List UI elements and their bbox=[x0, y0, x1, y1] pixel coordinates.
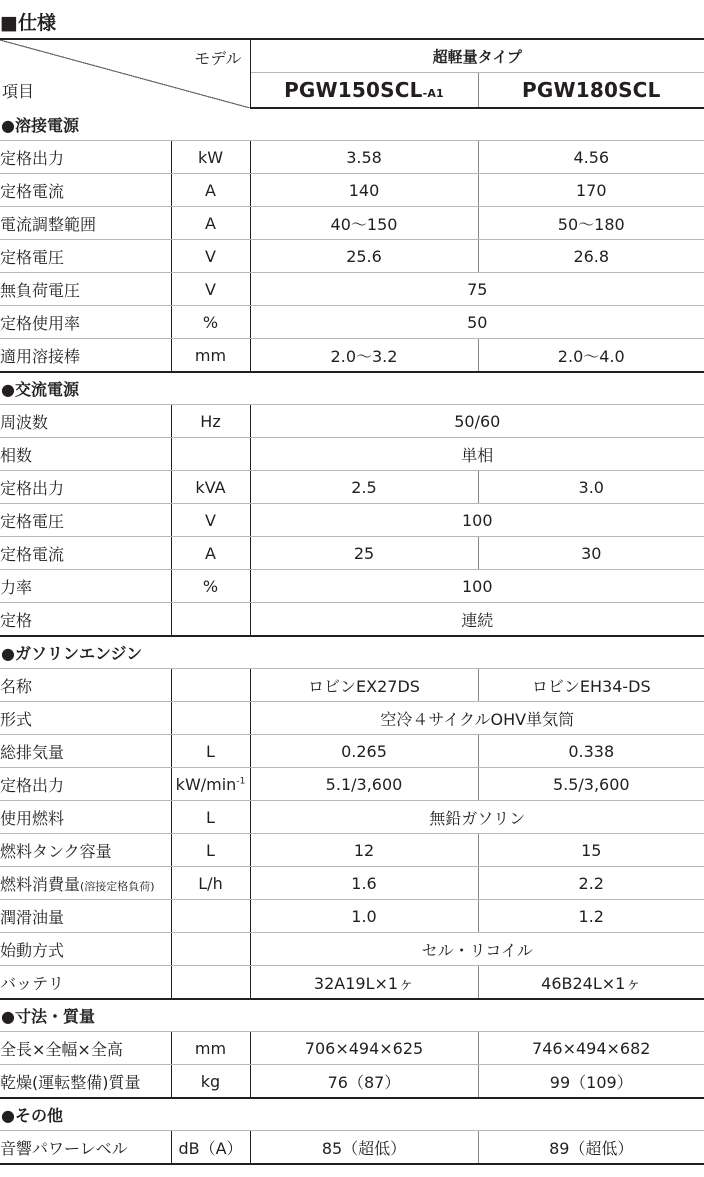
spec-label-cell bbox=[0, 966, 171, 1000]
section-heading-row bbox=[0, 372, 704, 405]
spec-row bbox=[0, 570, 704, 603]
section-title: ●交流電源 bbox=[0, 372, 704, 405]
spec-unit-cell bbox=[171, 966, 250, 1000]
spec-unit: kW bbox=[197, 147, 224, 167]
spec-value-model-1: 85（超低） bbox=[250, 1131, 478, 1165]
spec-value-model-2: 746×494×682 bbox=[478, 1032, 704, 1065]
section-title: ●溶接電源 bbox=[0, 108, 704, 141]
spec-unit: Hz bbox=[200, 411, 221, 431]
spec-label-cell bbox=[0, 570, 171, 603]
spec-label-cell bbox=[0, 669, 171, 702]
spec-label-cell bbox=[0, 735, 171, 768]
spec-value-model-2: 2.2 bbox=[478, 867, 704, 900]
spec-unit-cell bbox=[171, 570, 250, 603]
spec-unit-cell bbox=[171, 801, 250, 834]
spec-label: バッテリ bbox=[0, 973, 65, 993]
spec-value-shared: 50 bbox=[250, 306, 704, 339]
spec-value-model-2: 99（109） bbox=[478, 1065, 704, 1099]
spec-row bbox=[0, 141, 704, 174]
spec-row bbox=[0, 240, 704, 273]
model-1-suffix: -A1 bbox=[422, 87, 444, 100]
spec-unit-cell bbox=[171, 504, 250, 537]
spec-value-model-2: 3.0 bbox=[478, 471, 704, 504]
spec-label-cell bbox=[0, 900, 171, 933]
spec-label-cell bbox=[0, 471, 171, 504]
spec-value-model-2: 0.338 bbox=[478, 735, 704, 768]
spec-table bbox=[0, 38, 704, 1165]
spec-label: 定格電圧 bbox=[0, 511, 65, 531]
spec-unit: V bbox=[205, 510, 216, 530]
spec-unit-cell bbox=[171, 834, 250, 867]
spec-label: 全長×全幅×全高 bbox=[0, 1039, 123, 1059]
spec-value-shared: 空冷４サイクルOHV単気筒 bbox=[250, 702, 704, 735]
spec-label-cell bbox=[0, 801, 171, 834]
spec-label: 適用溶接棒 bbox=[0, 346, 81, 366]
spec-label: 定格電圧 bbox=[0, 247, 65, 267]
spec-row bbox=[0, 966, 704, 1000]
spec-label-cell bbox=[0, 603, 171, 637]
spec-unit-cell bbox=[171, 339, 250, 373]
spec-value-model-2: 5.5/3,600 bbox=[478, 768, 704, 801]
spec-unit: kW/min bbox=[175, 774, 237, 794]
spec-unit: L/h bbox=[198, 873, 223, 893]
spec-unit: A bbox=[205, 180, 216, 200]
spec-label: 音響パワーレベル bbox=[0, 1138, 128, 1158]
spec-label-cell bbox=[0, 306, 171, 339]
spec-value-model-2: 46B24L×1ヶ bbox=[478, 966, 704, 1000]
section-title: ●その他 bbox=[0, 1098, 704, 1131]
spec-row bbox=[0, 1065, 704, 1099]
spec-label-cell bbox=[0, 438, 171, 471]
spec-value-model-1: 5.1/3,600 bbox=[250, 768, 478, 801]
spec-unit-cell bbox=[171, 1032, 250, 1065]
spec-value-model-1: 140 bbox=[250, 174, 478, 207]
spec-label-cell bbox=[0, 834, 171, 867]
spec-row bbox=[0, 834, 704, 867]
spec-label-cell bbox=[0, 405, 171, 438]
spec-label-cell bbox=[0, 537, 171, 570]
spec-row bbox=[0, 735, 704, 768]
spec-value-model-1: 40〜150 bbox=[250, 207, 478, 240]
spec-unit-cell bbox=[171, 768, 250, 801]
spec-row bbox=[0, 504, 704, 537]
section-title: ●寸法・質量 bbox=[0, 999, 704, 1032]
spec-unit-cell bbox=[171, 405, 250, 438]
section-heading-row bbox=[0, 999, 704, 1032]
spec-unit-cell bbox=[171, 603, 250, 637]
spec-value-model-1: 76（87） bbox=[250, 1065, 478, 1099]
spec-unit-cell bbox=[171, 471, 250, 504]
spec-unit-cell bbox=[171, 1065, 250, 1099]
spec-label: 定格出力 bbox=[0, 478, 65, 498]
spec-row bbox=[0, 900, 704, 933]
spec-value-model-2: 15 bbox=[478, 834, 704, 867]
item-axis-label: 項目 bbox=[2, 82, 35, 101]
spec-value-model-1: 2.5 bbox=[250, 471, 478, 504]
spec-label: 定格出力 bbox=[0, 148, 65, 168]
spec-value-model-2: 4.56 bbox=[478, 141, 704, 174]
spec-value-model-1: 1.6 bbox=[250, 867, 478, 900]
spec-value-shared: 50/60 bbox=[250, 405, 704, 438]
spec-row bbox=[0, 669, 704, 702]
spec-row bbox=[0, 306, 704, 339]
spec-value-shared: 75 bbox=[250, 273, 704, 306]
model-heading-2: PGW180SCL bbox=[478, 73, 704, 109]
spec-row bbox=[0, 603, 704, 637]
type-heading: 超軽量タイプ bbox=[250, 39, 704, 73]
spec-value-shared: セル・リコイル bbox=[250, 933, 704, 966]
spec-row bbox=[0, 702, 704, 735]
spec-value-model-1: 2.0〜3.2 bbox=[250, 339, 478, 373]
spec-label-cell bbox=[0, 1032, 171, 1065]
spec-value-model-2: 26.8 bbox=[478, 240, 704, 273]
model-1-name: PGW150SCL bbox=[284, 78, 423, 102]
spec-value-model-1: 12 bbox=[250, 834, 478, 867]
spec-label: 定格使用率 bbox=[0, 313, 81, 333]
spec-unit-cell bbox=[171, 240, 250, 273]
spec-row bbox=[0, 1032, 704, 1065]
spec-row bbox=[0, 1131, 704, 1165]
spec-unit: A bbox=[205, 543, 216, 563]
spec-value-model-2: 89（超低） bbox=[478, 1131, 704, 1165]
spec-label-note: (溶接定格負荷) bbox=[80, 879, 155, 893]
spec-label: 定格電流 bbox=[0, 181, 65, 201]
spec-unit-cell bbox=[171, 1131, 250, 1165]
spec-row bbox=[0, 273, 704, 306]
spec-label-cell bbox=[0, 867, 171, 900]
spec-unit: L bbox=[206, 741, 215, 761]
spec-value-model-1: 3.58 bbox=[250, 141, 478, 174]
spec-value-shared: 無鉛ガソリン bbox=[250, 801, 704, 834]
spec-label: 燃料タンク容量 bbox=[0, 841, 112, 861]
spec-unit: A bbox=[205, 213, 216, 233]
spec-label: 始動方式 bbox=[0, 940, 65, 960]
spec-label-cell bbox=[0, 1131, 171, 1165]
spec-value-model-1: 25.6 bbox=[250, 240, 478, 273]
spec-value-shared: 100 bbox=[250, 504, 704, 537]
spec-value-model-1: 32A19L×1ヶ bbox=[250, 966, 478, 1000]
section-heading-row bbox=[0, 108, 704, 141]
spec-value-shared: 連続 bbox=[250, 603, 704, 637]
spec-unit: kVA bbox=[195, 477, 226, 497]
spec-unit: mm bbox=[194, 1038, 227, 1058]
spec-label: 燃料消費量 bbox=[0, 874, 81, 894]
spec-label-cell bbox=[0, 1065, 171, 1099]
spec-unit-cell bbox=[171, 273, 250, 306]
spec-row bbox=[0, 768, 704, 801]
spec-label-cell bbox=[0, 207, 171, 240]
spec-label-cell bbox=[0, 174, 171, 207]
spec-unit-cell bbox=[171, 933, 250, 966]
spec-value-model-1: 1.0 bbox=[250, 900, 478, 933]
spec-row bbox=[0, 537, 704, 570]
spec-unit: dB（A） bbox=[178, 1138, 243, 1158]
section-title: ●ガソリンエンジン bbox=[0, 636, 704, 669]
spec-value-model-1: 25 bbox=[250, 537, 478, 570]
spec-unit: L bbox=[206, 807, 215, 827]
spec-label: 力率 bbox=[0, 577, 33, 597]
page-title: ■仕様 bbox=[0, 12, 56, 34]
spec-row bbox=[0, 174, 704, 207]
spec-unit: V bbox=[205, 279, 216, 299]
spec-unit: kg bbox=[200, 1071, 221, 1091]
spec-label-cell bbox=[0, 240, 171, 273]
spec-label-cell bbox=[0, 141, 171, 174]
spec-unit-cell bbox=[171, 174, 250, 207]
spec-value-model-1: 706×494×625 bbox=[250, 1032, 478, 1065]
spec-value-shared: 単相 bbox=[250, 438, 704, 471]
spec-value-model-2: 50〜180 bbox=[478, 207, 704, 240]
spec-value-model-1: ロビンEX27DS bbox=[250, 669, 478, 702]
spec-label: 総排気量 bbox=[0, 742, 65, 762]
spec-label-cell bbox=[0, 273, 171, 306]
spec-label: 定格電流 bbox=[0, 544, 65, 564]
section-heading-row bbox=[0, 1098, 704, 1131]
spec-value-shared: 100 bbox=[250, 570, 704, 603]
model-axis-label: モデル bbox=[194, 49, 242, 68]
spec-unit-cell bbox=[171, 141, 250, 174]
spec-label-cell bbox=[0, 339, 171, 373]
spec-value-model-2: 30 bbox=[478, 537, 704, 570]
spec-label: 電流調整範囲 bbox=[0, 214, 97, 234]
section-heading-row bbox=[0, 636, 704, 669]
spec-row bbox=[0, 339, 704, 373]
spec-value-model-2: 1.2 bbox=[478, 900, 704, 933]
header-corner-cell bbox=[0, 39, 250, 108]
spec-label: 相数 bbox=[0, 445, 33, 465]
spec-row bbox=[0, 207, 704, 240]
spec-label: 定格 bbox=[0, 610, 33, 630]
header-row-type bbox=[0, 39, 704, 73]
spec-label: 形式 bbox=[0, 709, 33, 729]
spec-row bbox=[0, 405, 704, 438]
spec-unit: mm bbox=[194, 345, 227, 365]
spec-row bbox=[0, 933, 704, 966]
spec-value-model-2: 170 bbox=[478, 174, 704, 207]
spec-unit-cell bbox=[171, 702, 250, 735]
spec-label: 無負荷電圧 bbox=[0, 280, 81, 300]
spec-label: 潤滑油量 bbox=[0, 907, 65, 927]
spec-row bbox=[0, 471, 704, 504]
spec-unit: % bbox=[202, 312, 219, 332]
spec-unit: V bbox=[205, 246, 216, 266]
spec-unit-cell bbox=[171, 438, 250, 471]
spec-label: 周波数 bbox=[0, 412, 49, 432]
spec-unit-cell bbox=[171, 735, 250, 768]
spec-unit-cell bbox=[171, 900, 250, 933]
spec-label: 名称 bbox=[0, 676, 33, 696]
spec-row bbox=[0, 438, 704, 471]
spec-row bbox=[0, 867, 704, 900]
spec-unit-cell bbox=[171, 306, 250, 339]
spec-unit-exponent: -1 bbox=[236, 776, 246, 787]
spec-label-cell bbox=[0, 933, 171, 966]
spec-label-cell bbox=[0, 768, 171, 801]
spec-unit: % bbox=[202, 576, 219, 596]
spec-unit-cell bbox=[171, 537, 250, 570]
spec-row bbox=[0, 801, 704, 834]
spec-label: 定格出力 bbox=[0, 775, 65, 795]
spec-label: 使用燃料 bbox=[0, 808, 65, 828]
spec-unit-cell bbox=[171, 669, 250, 702]
spec-unit: L bbox=[206, 840, 215, 860]
spec-label-cell bbox=[0, 702, 171, 735]
spec-unit-cell bbox=[171, 867, 250, 900]
spec-label: 乾燥(運転整備)質量 bbox=[0, 1072, 141, 1092]
model-heading-1 bbox=[250, 73, 478, 109]
spec-unit-cell bbox=[171, 207, 250, 240]
spec-value-model-1: 0.265 bbox=[250, 735, 478, 768]
spec-value-model-2: ロビンEH34-DS bbox=[478, 669, 704, 702]
spec-value-model-2: 2.0〜4.0 bbox=[478, 339, 704, 373]
spec-label-cell bbox=[0, 504, 171, 537]
